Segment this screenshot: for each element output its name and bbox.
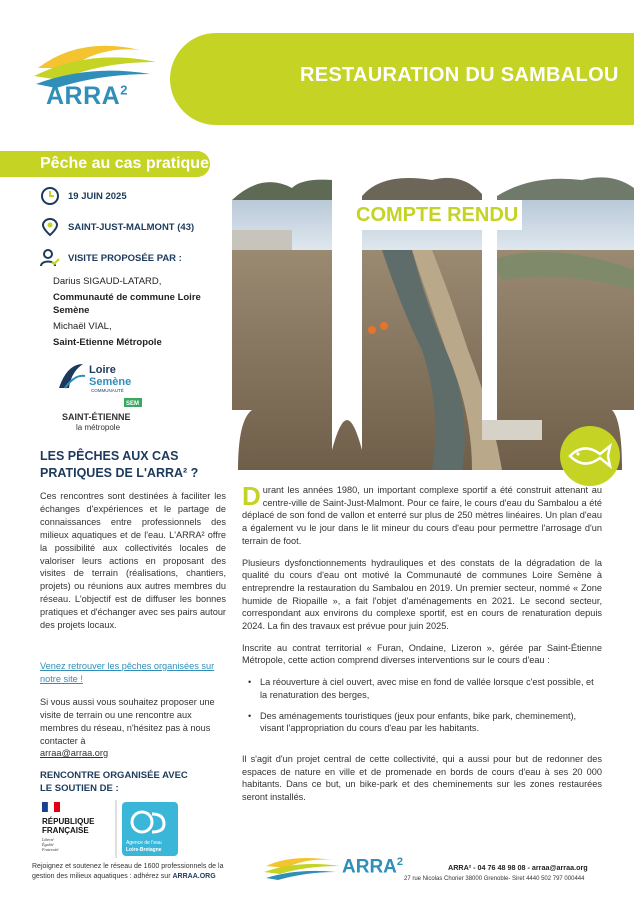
- rf-line1: RÉPUBLIQUE: [42, 817, 95, 826]
- presenter-org: Semène: [53, 305, 90, 316]
- footer-address: 27 rue Nicolas Chorier 38000 Grenoble- Siret 4440 502 797 000444: [404, 876, 585, 882]
- section-title-line2: PRATIQUES DE L'ARRA² ?: [40, 466, 199, 480]
- rocks: [482, 420, 542, 440]
- report-bullets: [242, 676, 602, 735]
- photo-3-sky: [497, 177, 634, 200]
- loire-semene-logo: [55, 358, 155, 394]
- footer-logo-waves: [262, 852, 342, 882]
- support-line2: LE SOUTIEN DE :: [40, 783, 119, 794]
- rf-motto2: Égalité: [42, 842, 54, 847]
- agence-eau-logo: [120, 800, 180, 858]
- se-line2: la métropole: [76, 423, 121, 432]
- ae-line1: Agence de l'eau: [126, 840, 162, 846]
- report-paragraph-4: Il s'agit d'un projet central de cette collectivité, qui a aussi pour but de redonner des espaces de nature en ville et de promenade en bords de cours d'eau à ses 20 000 habitants. Dans ce but, un bike-park et des cheminements sur les zones restaurées seront installés.: [242, 753, 602, 803]
- presenter-name: Darius SIGAUD-LATARD,: [53, 276, 162, 287]
- worker-2: [380, 322, 388, 330]
- drop-cap: D: [242, 481, 261, 511]
- contact-cta: Si vous aussi vous souhaitez proposer une visite de terrain ou une rencontre aux membres du réseau, n'hésitez pas à nous contacter à: [40, 697, 215, 746]
- compte-rendu-badge: COMPTE RENDU: [356, 204, 519, 226]
- visit-label: VISITE PROPOSÉE PAR :: [68, 253, 182, 264]
- event-place: SAINT-JUST-MALMONT (43): [68, 222, 195, 233]
- presenter-org: Communauté de commune Loire: [53, 292, 201, 303]
- se-line1: SAINT-ÉTIENNE: [62, 412, 131, 422]
- user-check-icon: [40, 248, 60, 268]
- republique-francaise-logo: [38, 800, 118, 858]
- presenter-org: Saint-Etienne Métropole: [53, 337, 162, 348]
- ae-line2: Loire-Bretagne: [126, 847, 162, 853]
- worker-1: [368, 326, 376, 334]
- section-title: [40, 448, 198, 482]
- photo-1-sky: [232, 180, 332, 200]
- se-badge: SEM: [126, 401, 140, 407]
- photo-2-sky: [362, 178, 482, 200]
- footer-arraa-link[interactable]: ARRAA.ORG: [172, 873, 216, 880]
- footer-left-text: Rejoignez et soutenez le réseau de 1600 professionnels de la gestion des milieux aquatiques : adhérez sur: [32, 863, 224, 880]
- report-paragraph-3: Inscrite au contrat territorial « Furan, Ondaine, Lizeron », gérée par Saint-Étienne Métropole, cette action comprend diverses interventions sur le cours d'eau :: [242, 642, 602, 666]
- loire-semene-sub: COMMUNAUTÉ: [91, 388, 124, 393]
- location-pin-icon: [40, 217, 60, 237]
- footer-logo-text: ARRA$^2$: [342, 856, 404, 878]
- arra-logo-text: ARRA$^2$: [46, 82, 128, 110]
- support-title: [40, 769, 188, 795]
- list-item: • Des aménagements touristiques (jeux pour enfants, bike park, cheminement), visant l'appropriation du cours d'eau par les habitants.: [242, 710, 602, 735]
- rf-motto3: Fraternité: [42, 847, 59, 852]
- presenter-name: Michaël VIAL,: [53, 321, 112, 332]
- report-paragraph-2: Plusieurs dysfonctionnements hydrauliques et des constats de la dégradation de la qualité du cours d'eau ont motivé la Communauté de communes Loire Semène à entreprendre la restauration du Sambalou en 2019. Un premier secteur, nommé « Zone humide de Riopaille », a fait l'objet d'aménagements en 2021. Le second secteur, correspondant aux environs du complexe sportif, est en cours de renaturation depuis 2024. La fin des travaux est prévue pour juin 2025.: [242, 557, 602, 632]
- rf-line2: FRANÇAISE: [42, 826, 89, 835]
- support-line1: RENCONTRE ORGANISÉE AVEC: [40, 770, 188, 781]
- section-title-line1: LES PÊCHES AUX CAS: [40, 449, 179, 463]
- loire-semene-line1: Loire: [89, 364, 116, 376]
- footer-left: [32, 862, 242, 882]
- page-title: RESTAURATION DU SAMBALOU: [300, 64, 619, 86]
- fish-icon: [558, 424, 622, 488]
- saint-etienne-logo: [62, 398, 152, 434]
- section-body: Ces rencontres sont destinées à faciliter les échanges d'expériences et le partage de connaissances entre professionnels des milieux aquatiques et de l'eau. L'ARRA² offre la possibilité aux collectivités locales de valoriser leurs actions en proposant des visites de terrain (réalisations, chantiers, projets) ou réunions aux autres membres du réseau. L'objectif est de diffuser les bonnes pratiques et d'échanger avec ses pairs autour des projets locaux.: [40, 491, 226, 631]
- clock-icon: [40, 186, 60, 206]
- footer-contact[interactable]: ARRA² - 04 76 48 98 08 - arraa@arraa.org: [448, 863, 588, 872]
- list-item: • La réouverture à ciel ouvert, avec mise en fond de vallée lorsque c'est possible, et la renaturation des berges,: [242, 676, 602, 701]
- report-p1-text: urant les années 1980, un important complexe sportif a été construit attenant au centre-ville de Saint-Just-Malmont. Pour ce faire, le cours d'eau du Sambalou a été déplacé de son fond de vallon et enterré sur plus de 250 mètres linéaires. Un plan d'eau a également vu le jour dans le lit mineur du cours d'eau pour permettre l'arrosage d'un terrain de foot.: [242, 485, 602, 546]
- rf-motto1: Liberté: [42, 837, 54, 842]
- report-body: [242, 481, 602, 813]
- site-link[interactable]: Venez retrouver les pêches organisées sur notre site !: [40, 661, 215, 684]
- contact-email-link[interactable]: arraa@arraa.org: [40, 748, 109, 758]
- peche-label: Pêche au cas pratique: [40, 155, 209, 172]
- report-paragraph-1: [242, 481, 602, 548]
- loire-semene-line2: Semène: [89, 376, 132, 388]
- event-date: 19 JUIN 2025: [68, 191, 127, 202]
